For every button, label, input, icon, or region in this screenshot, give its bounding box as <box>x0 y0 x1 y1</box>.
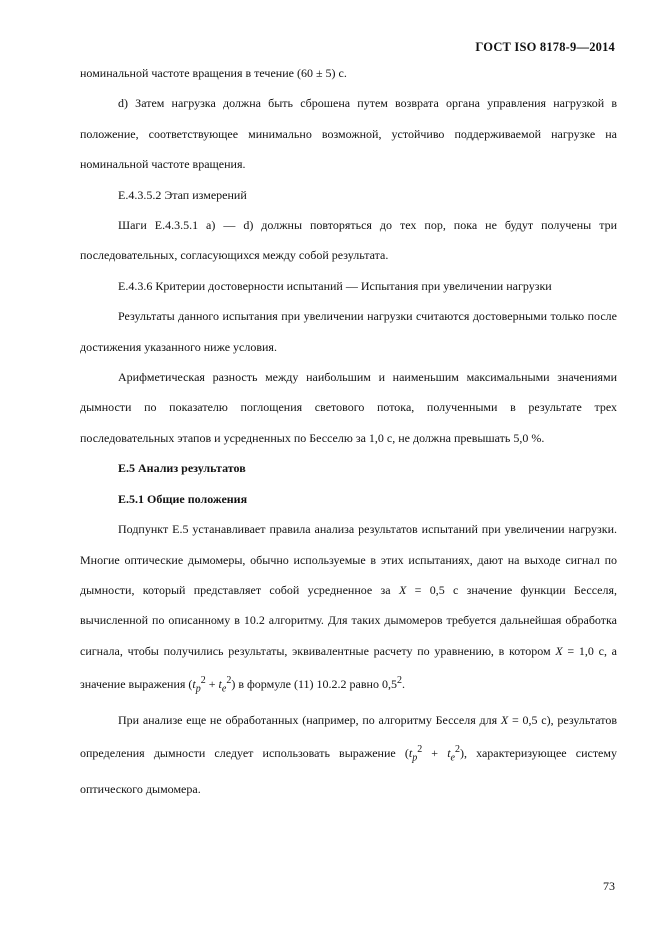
standard-header: ГОСТ ISO 8178-9—2014 <box>475 40 615 54</box>
paragraph-step-d: d) Затем нагрузка должна быть сброшена путем возврата органа управления нагрузкой в положение, соответствующее минимально возможной, устойчиво поддерживаемой нагрузке на номинальной частоте вращения. <box>80 96 617 172</box>
section-heading-general: Е.5.1 Общие положения <box>118 491 248 506</box>
subsection-heading-validity: Е.4.3.6 Критерии достоверности испытаний — Испытания при увеличении нагрузки <box>118 278 552 293</box>
paragraph-validity-condition: Арифметическая разность между наибольшим и наименьшим максимальными значениями дымности по показателю поглощения светового потока, полученными в результате трех последовательных этапов и усредненных по Бесселю за 1,0 с, не должна превышать 5,0 %. <box>80 370 617 445</box>
section-heading-analysis: Е.5 Анализ результатов <box>118 461 246 476</box>
body-text <box>80 58 617 805</box>
paragraph-raw-analysis: При анализе еще не обработанных (например, по алгоритму Бесселя для X = 0,5 с), результатов определения дымности следует использовать выражение $(t_p^2 + t_e^2)$, характеризующее систему оптического дымомера. <box>80 712 617 797</box>
paragraph-repeat-steps: Шаги Е.4.3.5.1 а) — d) должны повторяться до тех пор, пока не будут получены три последовательных, согласующихся между собой результата. <box>80 218 617 263</box>
paragraph-validity-intro: Результаты данного испытания при увеличении нагрузки считаются достоверными только после достижения указанного ниже условия. <box>80 309 617 354</box>
paragraph-analysis-rules: Подпункт Е.5 устанавливает правила анализа результатов испытаний при увеличении нагрузки. Многие оптические дымомеры, обычно используемые в этих испытаниях, дают на выходе сигнал по дымности, который представляет собой усредненное за X = 0,5 с значение функции Бесселя, вычисленной по описанному в 10.2 алгоритму. Для таких дымомеров требуется дальнейшая обработка сигнала, чтобы получились результаты, эквивалентные расчету по уравнению, в котором X = 1,0 с, а значение выражения $(t_p^2 + t_e^2)$ в формуле (11) 10.2.2 равно $0,5^2$. <box>80 522 618 695</box>
paragraph-continuation: номинальной частоте вращения в течение (60 ± 5) с. <box>80 66 347 80</box>
page-number: 73 <box>603 879 615 893</box>
subsection-heading-measurement: Е.4.3.5.2 Этап измерений <box>118 187 247 202</box>
